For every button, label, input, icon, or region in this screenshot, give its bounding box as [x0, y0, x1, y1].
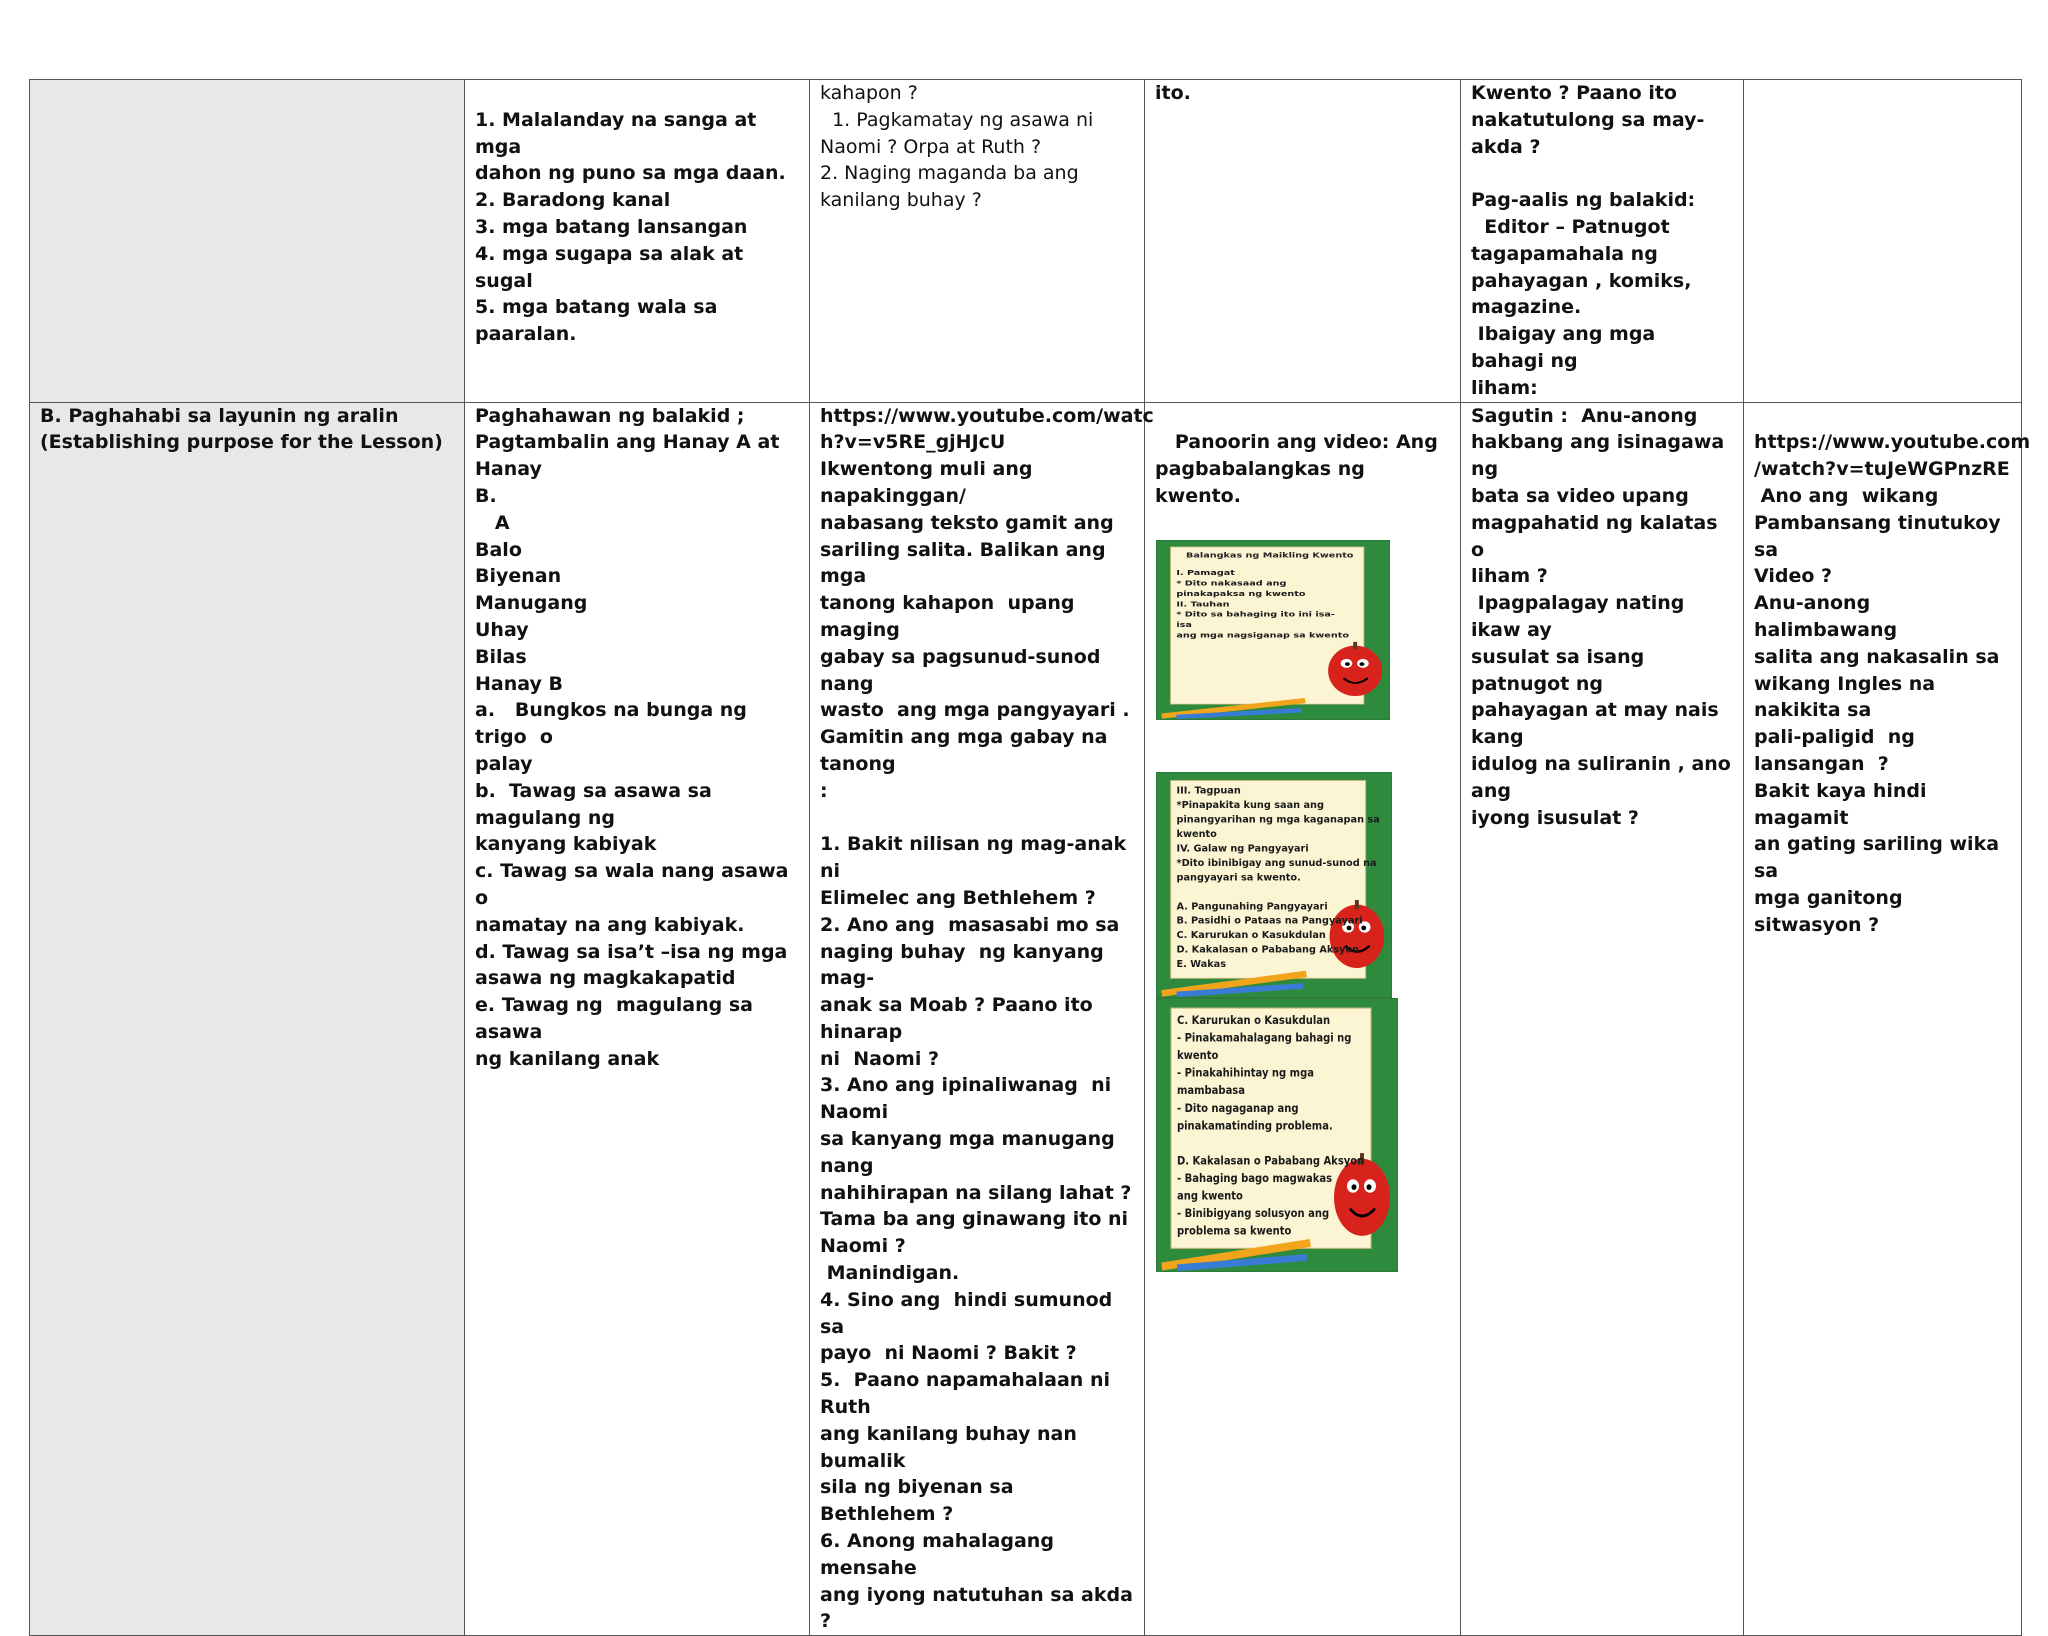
- text-line: nahihirapan na silang lahat ?: [820, 1181, 1132, 1204]
- text-line: magpahatid ng kalatas o: [1471, 511, 1725, 561]
- row2-col6-cell: [1744, 402, 2031, 1636]
- text-line: an gating sariling wika sa: [1754, 833, 2006, 883]
- video-instruction: [1155, 403, 1450, 510]
- slide-text-line: *Dito ibinibigay ang sunud-sunod na: [1176, 857, 1377, 869]
- text-line: salita ang nakasalin sa: [1754, 645, 2000, 668]
- text-line: c. Tawag sa wala nang asawa o: [475, 860, 796, 909]
- text-line: magazine.: [1471, 296, 1582, 319]
- text-line: tagapamahala ng: [1471, 242, 1658, 265]
- text-line: namatay na ang kabiyak.: [475, 913, 745, 936]
- text-line: Sagutin : Anu-anong: [1471, 404, 1698, 427]
- text-line: :: [820, 779, 828, 802]
- slide-text-line: D. Kakalasan o Pababang Aksyon: [1176, 944, 1360, 956]
- slide-text-line: - Pinakamahalagang bahagi ng: [1177, 1030, 1352, 1045]
- slide-text-line: I. Pamagat: [1176, 568, 1235, 578]
- text-line: Balo: [475, 538, 522, 561]
- text-line: [475, 80, 799, 107]
- slide-text-line: B. Pasidhi o Pataas na Pangyayari: [1176, 915, 1363, 927]
- text-line: Paghahawan ng balakid ;: [475, 404, 745, 427]
- text-line: dahon ng puno sa mga daan.: [475, 162, 786, 185]
- slide-text-line: * Dito sa bahaging ito ini isa-: [1176, 610, 1335, 619]
- text-line: Pagtambalin ang Hanay A at Hanay: [475, 431, 787, 481]
- text-line: [1471, 160, 1733, 187]
- slide-text-line: mambabasa: [1177, 1083, 1246, 1098]
- text-line: /watch?v=tuJeWGPnzRE: [1754, 458, 2010, 481]
- row2-col4-cell: [1145, 402, 1461, 1636]
- text-line: Manugang: [475, 592, 588, 615]
- text-line: idulog na suliranin , ano ang: [1471, 752, 1738, 802]
- text-line: sila ng biyenan sa Bethlehem ?: [820, 1476, 1021, 1526]
- text-line: Kwento ? Paano ito: [1471, 82, 1677, 104]
- text-line: Hanay B: [475, 672, 563, 695]
- text-line: Pambansang tinutukoy sa: [1754, 511, 2008, 561]
- slide-text-line: ang kwento: [1177, 1188, 1243, 1203]
- text-line: 4. Sino ang hindi sumunod sa: [820, 1288, 1126, 1338]
- slide-text-line: pangyayari sa kwento.: [1176, 872, 1301, 884]
- slide-text-line: C. Karurukan o Kasukdulan: [1177, 1013, 1331, 1027]
- slide-text-line: kwento: [1176, 828, 1217, 840]
- slide-graphic: [1157, 773, 1391, 997]
- text-line: 1. Pagkamatay ng asawa ni: [820, 108, 1094, 131]
- row1-col6-cell: [1744, 80, 2022, 403]
- text-line: e. Tawag ng magulang sa asawa: [475, 994, 767, 1043]
- apple-mascot-icon: [1328, 645, 1382, 695]
- apple-mascot-icon: [1330, 904, 1385, 967]
- text-line: b. Tawag sa asawa sa magulang ng: [475, 779, 719, 829]
- text-line: pali-paligid ng lansangan ?: [1754, 726, 1922, 775]
- text-line: wikang Ingles na nakikita sa: [1754, 672, 1942, 722]
- table-row: [30, 80, 2022, 403]
- text-line: 4. mga sugapa sa alak at sugal: [475, 242, 750, 292]
- text-line: Bilas: [475, 645, 527, 668]
- slide-graphic: [1157, 541, 1389, 719]
- text-line: palay: [475, 752, 533, 775]
- slide-text-line: III. Tagpuan: [1176, 785, 1241, 797]
- slide-text-line: ang mga nagsiganap sa kwento: [1176, 631, 1350, 640]
- row1-col5-cell: [1461, 80, 1744, 403]
- text-line: Editor – Patnugot: [1471, 215, 1670, 238]
- text-line: 1. Bakit nilisan ng mag-anak ni: [820, 833, 1133, 883]
- slide-text-line: II. Tauhan: [1176, 599, 1230, 609]
- text-line: 2. Ano ang masasabi mo sa: [820, 913, 1120, 936]
- text-line: Anu-anong halimbawang: [1754, 592, 1898, 641]
- text-line: pahayagan at may nais kang: [1471, 699, 1726, 749]
- text-line: liham ?: [1471, 565, 1548, 588]
- text-line: pahayagan , komiks,: [1471, 269, 1692, 292]
- text-line: ito.: [1155, 82, 1191, 104]
- text-line: sa kanyang mga manugang nang: [820, 1128, 1122, 1177]
- text-line: mga ganitong sitwasyon ?: [1754, 886, 1910, 936]
- slide-text-line: isa: [1176, 620, 1192, 630]
- text-line: https://www.youtube.com: [1754, 431, 2031, 454]
- text-line: Video ?: [1754, 565, 1833, 588]
- slide-text-line: D. Kakalasan o Pababang Aksyon: [1177, 1153, 1365, 1168]
- text-line: Biyenan: [475, 565, 562, 588]
- text-line: a. Bungkos na bunga ng trigo o: [475, 699, 754, 749]
- slide-text-line: - Dito nagaganap ang: [1177, 1100, 1299, 1115]
- text-line: payo ni Naomi ? Bakit ?: [820, 1342, 1077, 1365]
- text-line: [1155, 403, 1450, 430]
- slide-title: Balangkas ng Maikling Kwento: [1186, 551, 1354, 560]
- text-line: 2. Baradong kanal: [475, 189, 671, 212]
- text-line: 2. Naging maganda ba ang: [820, 162, 1079, 185]
- text-line: (Establishing purpose for the Lesson): [40, 431, 443, 454]
- text-line: Panoorin ang video: Ang: [1155, 431, 1438, 454]
- text-line: [820, 805, 1134, 832]
- text-line: 5. mga batang wala sa paaralan.: [475, 296, 725, 346]
- text-line: iyong isusulat ?: [1471, 806, 1639, 829]
- text-line: 5. Paano napamahalaan ni Ruth: [820, 1369, 1117, 1419]
- slide-text-line: * Dito nakasaad ang: [1176, 579, 1287, 588]
- slide-text-line: A. Pangunahing Pangyayari: [1176, 901, 1328, 912]
- text-line: wasto ang mga pangyayari .: [820, 699, 1130, 722]
- table-row: [30, 402, 2022, 1636]
- slide-text-line: IV. Galaw ng Pangyayari: [1176, 843, 1309, 855]
- outline-slide-image: [1156, 772, 1392, 998]
- slide-text-line: pinangyarihan ng mga kaganapan sa: [1176, 814, 1380, 826]
- slide-text-line: - Binibigyang solusyon ang: [1177, 1206, 1330, 1221]
- outline-slide-image: [1156, 540, 1390, 720]
- text-line: nakatutulong sa may-akda ?: [1471, 108, 1705, 158]
- text-line: susulat sa isang patnugot ng: [1471, 645, 1651, 695]
- text-line: https://www.youtube.com/watc: [820, 404, 1154, 427]
- text-line: 3. Ano ang ipinaliwanag ni Naomi: [820, 1074, 1118, 1124]
- text-line: kanyang kabiyak: [475, 833, 657, 856]
- text-line: 3. mga batang lansangan: [475, 215, 748, 238]
- slide-text-line: problema sa kwento: [1177, 1223, 1292, 1238]
- text-line: bata sa video upang: [1471, 484, 1689, 507]
- text-line: sariling salita. Balikan ang mga: [820, 538, 1119, 588]
- slide-text-line: - Bahaging bago magwakas: [1177, 1171, 1333, 1185]
- slide-text-line: pinakapaksa ng kwento: [1176, 589, 1306, 599]
- text-line: Bakit kaya hindi magamit: [1754, 779, 1934, 829]
- slide-text-line: C. Karurukan o Kasukdulan: [1176, 930, 1326, 941]
- text-line: tanong kahapon upang maging: [820, 592, 1082, 641]
- outline-slide-image: [1156, 998, 1398, 1272]
- apple-mascot-icon: [1334, 1159, 1390, 1236]
- text-line: ni Naomi ?: [820, 1047, 939, 1070]
- slide-graphic: [1157, 999, 1397, 1271]
- text-line: Manindigan.: [820, 1262, 960, 1285]
- text-line: kanilang buhay ?: [820, 189, 982, 212]
- text-line: Uhay: [475, 618, 529, 641]
- row2-col3-cell: [810, 402, 1154, 1636]
- text-line: gabay sa pagsunud-sunod nang: [820, 645, 1108, 695]
- text-line: Elimelec ang Bethlehem ?: [820, 886, 1096, 909]
- text-line: hakbang ang isinagawa ng: [1471, 431, 1731, 481]
- text-line: Tama ba ang ginawang ito ni: [820, 1208, 1129, 1231]
- text-line: [1754, 403, 2011, 430]
- text-line: Ano ang wikang: [1754, 484, 1939, 507]
- text-line: anak sa Moab ? Paano ito hinarap: [820, 994, 1100, 1043]
- text-line: Naomi ?: [820, 1235, 906, 1258]
- text-line: pagbabalangkas ng kwento.: [1155, 458, 1372, 507]
- slide-text-line: *Pinapakita kung saan ang: [1176, 799, 1324, 811]
- text-line: 1. Malalanday na sanga at mga: [475, 108, 763, 158]
- row-label-cell: [30, 402, 465, 1636]
- row1-col2-cell: [465, 80, 810, 403]
- text-line: B.: [475, 484, 497, 507]
- text-line: B. Paghahabi sa layunin ng aralin: [40, 404, 399, 427]
- text-line: Ibaigay ang mga bahagi ng: [1471, 323, 1662, 372]
- slide-text-line: - Pinakahihintay ng mga: [1177, 1065, 1314, 1080]
- lesson-plan-table: [29, 79, 2031, 1636]
- slide-text-line: pinakamatinding problema.: [1177, 1118, 1333, 1133]
- row1-col4-cell: [1145, 80, 1461, 403]
- row2-col5-cell: [1461, 402, 1744, 1636]
- text-line: 6. Anong mahalagang mensahe: [820, 1530, 1061, 1579]
- text-line: A: [475, 511, 510, 534]
- text-line: asawa ng magkakapatid: [475, 967, 736, 990]
- text-line: Ipagpalagay nating ikaw ay: [1471, 592, 1692, 641]
- text-line: kahapon ?: [820, 82, 918, 104]
- text-line: Gamitin ang mga gabay na tanong: [820, 726, 1115, 775]
- text-line: ang kanilang buhay nan bumalik: [820, 1422, 1084, 1472]
- text-line: h?v=v5RE_gjHJcU: [820, 431, 1006, 454]
- text-line: nabasang teksto gamit ang: [820, 511, 1114, 534]
- text-line: Naomi ? Orpa at Ruth ?: [820, 135, 1042, 158]
- text-line: naging buhay ng kanyang mag-: [820, 940, 1111, 990]
- text-line: Ikwentong muli ang napakinggan/: [820, 458, 1040, 507]
- row-label-cell: [30, 80, 465, 403]
- row2-col2-cell: [465, 402, 810, 1636]
- slide-text-line: kwento: [1177, 1048, 1219, 1062]
- text-line: ng kanilang anak: [475, 1047, 660, 1070]
- text-line: d. Tawag sa isa’t –isa ng mga: [475, 940, 788, 963]
- text-line: liham:: [1471, 376, 1538, 399]
- slide-text-line: E. Wakas: [1176, 959, 1227, 970]
- text-line: ang iyong natutuhan sa akda ?: [820, 1583, 1140, 1633]
- row1-col3-cell: [810, 80, 1145, 403]
- text-line: Pag-aalis ng balakid:: [1471, 189, 1696, 212]
